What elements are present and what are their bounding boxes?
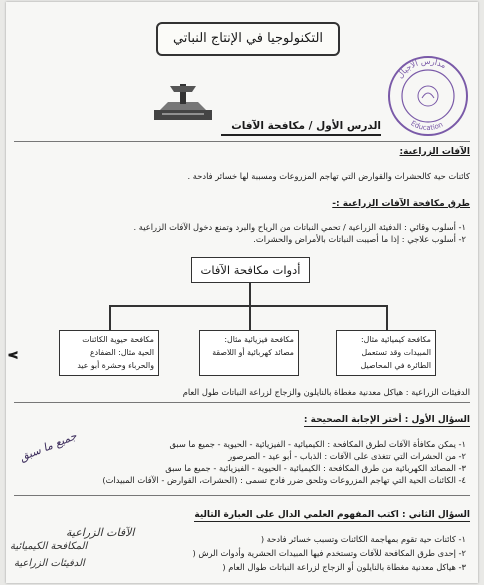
q1-item-3: ٣- المصائد الكهربائية من طرق المكافحة : الكيميائية - الحيوية - الفيزيائية - جميع ما سبق <box>165 463 466 473</box>
q-divider <box>14 495 470 496</box>
q1-heading: السؤال الأول : أختر الإجابة الصحيحة : <box>303 415 470 425</box>
q2-answer-1: الآفات الزراعية <box>66 526 135 539</box>
q2-item-3: ٣- هياكل معدنية مغطاة بالنايلون أو الزجاج لزراعة النباتات طوال العام ( <box>222 562 466 572</box>
q1-item-1: ١- يمكن مكافأة الآفات لطرق المكافحة : الكيميائية - الفيزيائية - الحيوية - جميع ما سبق <box>169 439 466 449</box>
q1-handwritten-note: جميع ما سبق <box>17 429 79 464</box>
worksheet-page <box>6 2 478 583</box>
lesson-logo-icon <box>152 80 214 122</box>
page-title: التكنولوجيا في الإنتاج النباتي <box>156 22 340 56</box>
diagram-drop-right <box>386 305 388 330</box>
q1-item-2: ٢- من الحشرات التي تتغذى على الآفات : الذباب - أبو عيد - الصرصور <box>228 451 466 461</box>
svg-text:مدارس الأجيال <box>395 57 447 80</box>
tools-title-box: أدوات مكافحة الآفات <box>191 257 310 283</box>
svg-text:Education <box>409 119 444 132</box>
section-divider <box>14 402 470 403</box>
method-preventive: ١- أسلوب وقائي : الدفيئة الزراعية / تحمي النباتات من الرياح والبرد وتمنع دخول الآفات الزراعية . <box>133 222 466 232</box>
q1-item-4: ٤- الكائنات الحية التي تهاجم المزروعات وتلحق ضرر فادح تسمى : (الحشرات، القوارض - الآفات المبيدات) <box>102 475 466 485</box>
physical-control-box: مكافحة فيزيائية مثال: مصائد كهربائية أو اللاصقة <box>199 330 299 376</box>
biological-control-box: مكافحة حيوية الكائنات الحية مثال: الضفادع والحرباء وحشرة أبو عيد <box>59 330 159 376</box>
pests-definition: كائنات حية كالحشرات والقوارض التي تهاجم المزروعات ومسببة لها خسائر فادحة . <box>187 171 470 181</box>
diagram-branch <box>109 305 387 307</box>
q2-answer-3: الدفيئات الزراعية <box>14 558 85 569</box>
school-seal-stamp <box>386 54 470 138</box>
pests-heading: الآفات الزراعية: <box>399 147 470 157</box>
q2-item-2: ٢- إحدى طرق المكافحة للآفات وتستخدم فيها المبيدات الحشرية وأدوات الرش ( <box>192 548 466 558</box>
greenhouse-note: الدفيئات الزراعية : هياكل معدنية مغطاة بالنايلون والزجاج لزراعة النباتات طول العام <box>182 387 470 397</box>
q2-answer-2: المكافحة الكيميائية <box>10 541 88 552</box>
diagram-drop-left <box>109 305 111 330</box>
diagram-drop-middle <box>249 305 251 330</box>
diagram-stem <box>249 283 251 305</box>
q2-heading: السؤال الثاني : اكتب المفهوم العلمي الدال على العبارة التالية <box>194 510 470 520</box>
seal-bottom-text: Education <box>409 119 445 133</box>
chemical-control-box: مكافحة كيميائية مثال: المبيدات وقد تستعمل الطائرة في المحاصيل <box>336 330 436 376</box>
header-divider <box>14 141 470 142</box>
margin-mark: ٧ <box>4 350 21 360</box>
lesson-title: الدرس الأول / مكافحة الآفات <box>221 120 381 136</box>
q2-item-1: ١- كائنات حية تقوم بمهاجمة الكائنات وتسبب خسائر فادحة ( <box>260 534 466 544</box>
methods-heading: طرق مكافحة الآفات الزراعية :- <box>332 199 470 209</box>
method-curative: ٢- أسلوب علاجي : إذا ما أصيبت النباتات بالأمراض والحشرات. <box>253 234 466 244</box>
seal-top-text: مدارس الأجيال <box>395 56 448 81</box>
